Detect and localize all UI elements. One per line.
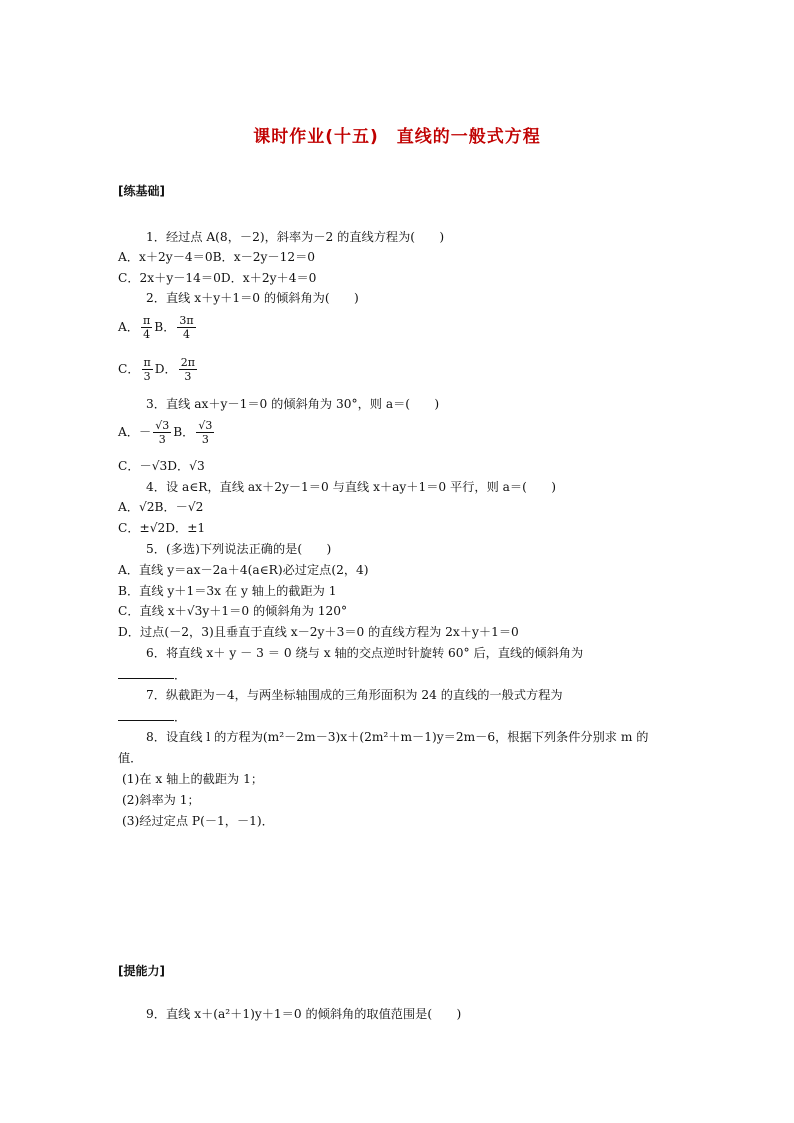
q3-options-cd: C．－√3D．√3 (118, 459, 205, 473)
q2-d-label: D． (154, 362, 177, 376)
q4-options-ab: A．√2B．－√2 (118, 500, 204, 514)
q3-a-label: A．－ (118, 425, 152, 439)
q2-options-ab (118, 314, 198, 341)
q8-stem: 8．设直线 l 的方程为(m²－2m－3)x＋(2m²＋m－1)y＝2m－6，根据下列条件分别求 m 的 (146, 730, 649, 744)
q2-c-label: C． (118, 362, 140, 376)
q2-d-den: 3 (184, 370, 192, 383)
q2-a-num: π (143, 314, 151, 327)
q5-option-a: A．直线 y＝ax－2a＋4(a∈R)必过定点(2，4) (118, 563, 369, 577)
q7-end: ． (174, 710, 187, 724)
section-basic: [练基础] (118, 184, 165, 198)
q1-options-ab: A．x＋2y－4＝0B．x－2y－12＝0 (118, 250, 316, 264)
q2-a-den: 4 (143, 328, 151, 341)
q5-option-d: D．过点(－2，3)且垂直于直线 x－2y＋3＝0 的直线方程为 2x＋y＋1＝0 (118, 625, 519, 639)
q6-stem: 6．将直线 x＋ y － 3 ＝ 0 绕与 x 轴的交点逆时针旋转 60° 后，直线的倾斜角为 (146, 646, 584, 660)
q2-c-fraction (142, 356, 153, 383)
q5-option-c: C．直线 x＋√3y＋1＝0 的倾斜角为 120° (118, 604, 348, 618)
q8-part-2: (2)斜率为 1； (122, 793, 200, 807)
q9-stem: 9．直线 x＋(a²＋1)y＋1＝0 的倾斜角的取值范围是( ) (146, 1007, 462, 1021)
q2-b-num: 3π (179, 314, 194, 327)
q8-part-3: (3)经过定点 P(－1，－1)． (122, 814, 274, 828)
q4-stem: 4．设 a∈R，直线 ax＋2y－1＝0 与直线 x＋ay＋1＝0 平行，则 a＝( ) (146, 480, 556, 494)
section-advanced: [提能力] (118, 964, 165, 978)
q2-a-fraction (141, 314, 152, 341)
q2-a-label: A． (118, 320, 139, 334)
q2-d-num: 2π (180, 356, 195, 369)
q6-end: ． (174, 668, 187, 682)
q3-a-fraction (153, 419, 171, 446)
q2-b-label: B． (154, 320, 176, 334)
q2-b-den: 4 (183, 328, 190, 341)
page-title: 课时作业(十五) 直线的一般式方程 (253, 127, 541, 147)
q3-b-label: B． (173, 425, 195, 439)
q3-a-den: 3 (158, 433, 166, 446)
q6-answer-blank (118, 666, 174, 679)
q7-stem: 7．纵截距为－4，与两坐标轴围成的三角形面积为 24 的直线的一般式方程为 (146, 688, 563, 702)
q2-options-cd (118, 356, 199, 383)
q3-b-fraction (196, 419, 214, 446)
q1-options-cd: C．2x＋y－14＝0D．x＋2y＋4＝0 (118, 271, 317, 285)
q3-b-num: √3 (198, 419, 213, 432)
q3-b-den: 3 (201, 433, 209, 446)
q4-options-cd: C．±√2D．±1 (118, 521, 206, 535)
q2-b-fraction (177, 314, 195, 341)
q2-stem: 2．直线 x＋y＋1＝0 的倾斜角为( ) (146, 291, 359, 305)
q5-option-b: B．直线 y＋1＝3x 在 y 轴上的截距为 1 (118, 584, 337, 598)
q2-d-fraction (179, 356, 197, 383)
q3-options-ab (118, 419, 216, 446)
q3-a-num: √3 (155, 419, 170, 432)
q2-c-den: 3 (143, 370, 151, 383)
q1-stem: 1．经过点 A(8，－2)，斜率为－2 的直线方程为( ) (146, 230, 445, 244)
q7-answer-line (118, 708, 186, 725)
q8-stem-cont: 值． (118, 751, 143, 765)
q6-answer-line (118, 666, 186, 683)
q8-part-1: (1)在 x 轴上的截距为 1； (122, 772, 264, 786)
q2-c-num: π (143, 356, 151, 369)
q3-stem: 3．直线 ax＋y－1＝0 的倾斜角为 30°，则 a＝( ) (146, 397, 440, 411)
q7-answer-blank (118, 708, 174, 721)
q5-stem: 5．(多选)下列说法正确的是( ) (146, 542, 332, 556)
